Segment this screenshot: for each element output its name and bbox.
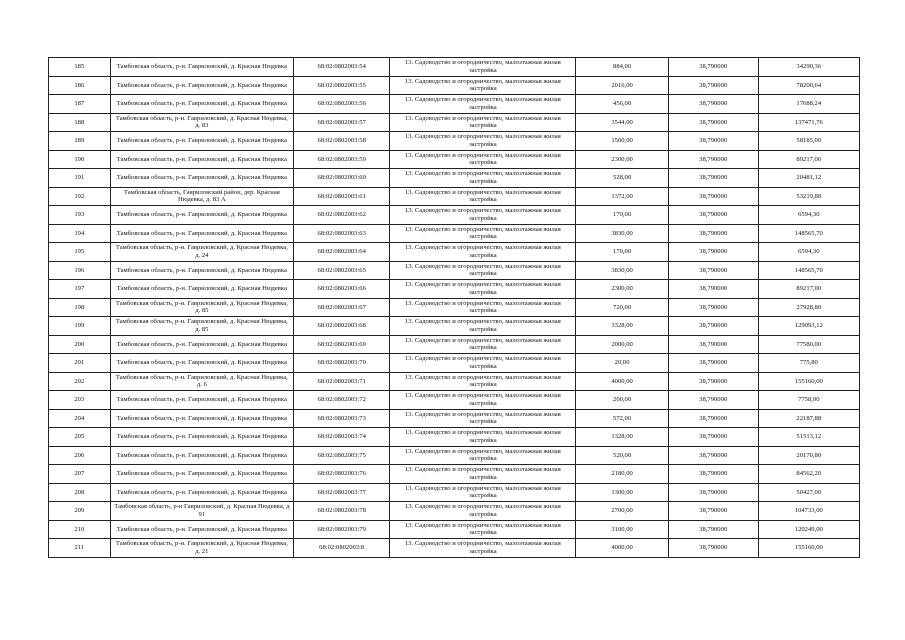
land-use-cell: 13. Садоводство и огородничество, малоэтажная жилая застройка — [390, 58, 576, 77]
cadastral-number-cell: 68:02:0802003:54 — [294, 58, 390, 77]
address-cell: Тамбовская область, р-н. Гавриловский, д. Красная Нюдевка, д. 85 — [110, 317, 294, 336]
area-cell: 1372,00 — [576, 187, 668, 206]
address-cell: Тамбовская область, р-н. Гавриловский, д. Красная Нюдевка — [110, 446, 294, 465]
area-cell: 2016,00 — [576, 76, 668, 95]
rate-cell: 38,790000 — [668, 391, 758, 410]
land-use-cell: 13. Садоводство и огородничество, малоэтажная жилая застройка — [390, 428, 576, 447]
land-use-cell: 13. Садоводство и огородничество, малоэтажная жилая застройка — [390, 520, 576, 539]
cadastral-value-cell: 775,80 — [758, 354, 859, 373]
cadastral-number-cell: 68:02:0802003:55 — [294, 76, 390, 95]
area-cell: 3100,00 — [576, 520, 668, 539]
cadastral-value-cell: 17688,24 — [758, 95, 859, 114]
table-row — [49, 298, 860, 317]
rate-cell: 38,790000 — [668, 76, 758, 95]
area-cell: 2180,00 — [576, 465, 668, 484]
cadastral-number-cell: 68:02:0802003:71 — [294, 372, 390, 391]
cadastral-number-cell: 68:02:0802003:57 — [294, 113, 390, 132]
land-use-cell: 13. Садоводство и огородничество, малоэтажная жилая застройка — [390, 372, 576, 391]
address-cell: Тамбовская область, р-н. Гавриловский, д. Красная Нюдевка — [110, 206, 294, 225]
address-cell: Тамбовская область, р-н. Гавриловский, д. Красная Нюдевка, д. 85 — [110, 298, 294, 317]
rate-cell: 38,790000 — [668, 95, 758, 114]
area-cell: 3328,00 — [576, 317, 668, 336]
cadastral-number-cell: 68:02:0802003:64 — [294, 243, 390, 262]
row-number-cell: 210 — [49, 520, 111, 539]
cadastral-number-cell: 68:02:0802003:56 — [294, 95, 390, 114]
row-number-cell: 195 — [49, 243, 111, 262]
address-cell: Тамбовская область, р-н. Гавриловский, д. Красная Нюдевка — [110, 58, 294, 77]
rate-cell: 38,790000 — [668, 58, 758, 77]
row-number-cell: 198 — [49, 298, 111, 317]
address-cell: Тамбовская область, р-н. Гавриловский, д. Красная Нюдевка — [110, 520, 294, 539]
address-cell: Тамбовская область, р-н. Гавриловский, д. Красная Нюдевка — [110, 465, 294, 484]
cadastral-value-cell: 120249,00 — [758, 520, 859, 539]
cadastral-value-cell: 129093,12 — [758, 317, 859, 336]
table-row — [49, 428, 860, 447]
cadastral-value-cell: 89217,00 — [758, 280, 859, 299]
row-number-cell: 187 — [49, 95, 111, 114]
address-cell: Тамбовская область, р-н. Гавриловский, д. Красная Нюдевка — [110, 132, 294, 151]
cadastral-number-cell: 68:02:0802003:77 — [294, 483, 390, 502]
address-cell: Тамбовская область, р-н. Гавриловский, д. Красная Нюдевка — [110, 169, 294, 188]
cadastral-number-cell: 68:02:0802003:70 — [294, 354, 390, 373]
row-number-cell: 192 — [49, 187, 111, 206]
cadastral-value-cell: 53219,88 — [758, 187, 859, 206]
table-row — [49, 132, 860, 151]
row-number-cell: 208 — [49, 483, 111, 502]
cadastral-number-cell: 68:02:0802003:79 — [294, 520, 390, 539]
area-cell: 456,00 — [576, 95, 668, 114]
cadastral-number-cell: 68:02:0802003:69 — [294, 335, 390, 354]
rate-cell: 38,790000 — [668, 465, 758, 484]
cadastral-number-cell: 68:02:0802003:78 — [294, 502, 390, 521]
rate-cell: 38,790000 — [668, 539, 758, 558]
land-use-cell: 13. Садоводство и огородничество, малоэтажная жилая застройка — [390, 335, 576, 354]
cadastral-value-cell: 6594,30 — [758, 206, 859, 225]
cadastral-number-cell: 68:02:0802003:75 — [294, 446, 390, 465]
table-row — [49, 150, 860, 169]
area-cell: 3830,00 — [576, 224, 668, 243]
area-cell: 884,00 — [576, 58, 668, 77]
table-row — [49, 261, 860, 280]
address-cell: Тамбовская область, р-н. Гавриловский, д. Красная Нюдевка — [110, 150, 294, 169]
cadastral-value-cell: 77580,00 — [758, 335, 859, 354]
cadastral-value-cell: 22187,88 — [758, 409, 859, 428]
rate-cell: 38,790000 — [668, 224, 758, 243]
cadastral-number-cell: 68:02:0802003:76 — [294, 465, 390, 484]
table-row — [49, 95, 860, 114]
rate-cell: 38,790000 — [668, 132, 758, 151]
address-cell: Тамбовская область, р-н. Гавриловский, д. Красная Нюдевка — [110, 95, 294, 114]
rate-cell: 38,790000 — [668, 298, 758, 317]
land-use-cell: 13. Садоводство и огородничество, малоэтажная жилая застройка — [390, 206, 576, 225]
rate-cell: 38,790000 — [668, 428, 758, 447]
address-cell: Тамбовская область, р-н. Гавриловский, д. Красная Нюдевка, д. 24 — [110, 243, 294, 262]
land-use-cell: 13. Садоводство и огородничество, малоэтажная жилая застройка — [390, 150, 576, 169]
cadastral-number-cell: 68:02:0802003:73 — [294, 409, 390, 428]
address-cell: Тамбовская область, р-н. Гавриловский, д. Красная Нюдевка — [110, 224, 294, 243]
table-row — [49, 354, 860, 373]
row-number-cell: 199 — [49, 317, 111, 336]
table-row — [49, 280, 860, 299]
cadastral-value-cell: 58185,00 — [758, 132, 859, 151]
cadastral-value-cell: 20481,12 — [758, 169, 859, 188]
row-number-cell: 194 — [49, 224, 111, 243]
cadastral-number-cell: 68:02:0802003:59 — [294, 150, 390, 169]
table-row — [49, 372, 860, 391]
area-cell: 20,00 — [576, 354, 668, 373]
land-use-cell: 13. Садоводство и огородничество, малоэтажная жилая застройка — [390, 354, 576, 373]
cadastral-value-cell: 89217,00 — [758, 150, 859, 169]
rate-cell: 38,790000 — [668, 372, 758, 391]
cadastral-number-cell: 68:02:0802003:61 — [294, 187, 390, 206]
area-cell: 572,00 — [576, 409, 668, 428]
rate-cell: 38,790000 — [668, 206, 758, 225]
table-row — [49, 317, 860, 336]
cadastral-value-cell: 155160,00 — [758, 372, 859, 391]
address-cell: Тамбовская область, р-н. Гавриловский, д. Красная Нюдевка — [110, 76, 294, 95]
table-row — [49, 391, 860, 410]
cadastral-number-cell: 68:02:0802003:58 — [294, 132, 390, 151]
area-cell: 2000,00 — [576, 335, 668, 354]
cadastral-value-cell: 148565,70 — [758, 261, 859, 280]
cadastral-value-cell: 148565,70 — [758, 224, 859, 243]
land-use-cell: 13. Садоводство и огородничество, малоэтажная жилая застройка — [390, 187, 576, 206]
area-cell: 1500,00 — [576, 132, 668, 151]
row-number-cell: 209 — [49, 502, 111, 521]
land-use-cell: 13. Садоводство и огородничество, малоэтажная жилая застройка — [390, 539, 576, 558]
land-use-cell: 13. Садоводство и огородничество, малоэтажная жилая застройка — [390, 243, 576, 262]
row-number-cell: 203 — [49, 391, 111, 410]
table-row — [49, 243, 860, 262]
cadastral-value-cell: 27928,80 — [758, 298, 859, 317]
land-use-cell: 13. Садоводство и огородничество, малоэтажная жилая застройка — [390, 391, 576, 410]
table-row — [49, 224, 860, 243]
cadastral-value-cell: 155160,00 — [758, 539, 859, 558]
cadastral-number-cell: 68:02:0802003:74 — [294, 428, 390, 447]
cadastral-value-cell: 78200,64 — [758, 76, 859, 95]
table-row — [49, 76, 860, 95]
row-number-cell: 201 — [49, 354, 111, 373]
address-cell: Тамбовская область, р-н. Гавриловский, д. Красная Нюдевка — [110, 428, 294, 447]
rate-cell: 38,790000 — [668, 113, 758, 132]
land-use-cell: 13. Садоводство и огородничество, малоэтажная жилая застройка — [390, 224, 576, 243]
cadastral-number-cell: 68:02:0802003:67 — [294, 298, 390, 317]
rate-cell: 38,790000 — [668, 520, 758, 539]
row-number-cell: 204 — [49, 409, 111, 428]
row-number-cell: 197 — [49, 280, 111, 299]
row-number-cell: 186 — [49, 76, 111, 95]
address-cell: Тамбовская область, р-н. Гавриловский, д. Красная Нюдевка — [110, 391, 294, 410]
row-number-cell: 190 — [49, 150, 111, 169]
area-cell: 4000,00 — [576, 372, 668, 391]
table-row — [49, 187, 860, 206]
rate-cell: 38,790000 — [668, 169, 758, 188]
area-cell: 2300,00 — [576, 150, 668, 169]
table-row — [49, 169, 860, 188]
address-cell: Тамбовская область, р-н. Гавриловский, д. Красная Нюдевка — [110, 354, 294, 373]
area-cell: 200,00 — [576, 391, 668, 410]
table-row — [49, 465, 860, 484]
land-use-cell: 13. Садоводство и огородничество, малоэтажная жилая застройка — [390, 261, 576, 280]
rate-cell: 38,790000 — [668, 187, 758, 206]
area-cell: 3544,00 — [576, 113, 668, 132]
land-use-cell: 13. Садоводство и огородничество, малоэтажная жилая застройка — [390, 95, 576, 114]
rate-cell: 38,790000 — [668, 409, 758, 428]
row-number-cell: 196 — [49, 261, 111, 280]
cadastral-number-cell: 68:02:0802003:8 — [294, 539, 390, 558]
table-row — [49, 502, 860, 521]
table-row — [49, 446, 860, 465]
table-row — [49, 409, 860, 428]
cadastral-value-cell: 34290,36 — [758, 58, 859, 77]
cadastral-number-cell: 68:02:0802003:60 — [294, 169, 390, 188]
area-cell: 2300,00 — [576, 280, 668, 299]
cadastral-number-cell: 68:02:0802003:68 — [294, 317, 390, 336]
area-cell: 3830,00 — [576, 261, 668, 280]
rate-cell: 38,790000 — [668, 502, 758, 521]
row-number-cell: 185 — [49, 58, 111, 77]
row-number-cell: 191 — [49, 169, 111, 188]
rate-cell: 38,790000 — [668, 317, 758, 336]
cadastral-number-cell: 68:02:0802003:72 — [294, 391, 390, 410]
cadastral-value-cell: 51513,12 — [758, 428, 859, 447]
rate-cell: 38,790000 — [668, 243, 758, 262]
table-row — [49, 206, 860, 225]
land-use-cell: 13. Садоводство и огородничество, малоэтажная жилая застройка — [390, 446, 576, 465]
rate-cell: 38,790000 — [668, 150, 758, 169]
row-number-cell: 211 — [49, 539, 111, 558]
cadastral-value-cell: 50427,00 — [758, 483, 859, 502]
area-cell: 2700,00 — [576, 502, 668, 521]
land-use-cell: 13. Садоводство и огородничество, малоэтажная жилая застройка — [390, 76, 576, 95]
rate-cell: 38,790000 — [668, 335, 758, 354]
cadastral-value-cell: 7758,00 — [758, 391, 859, 410]
cadastral-value-cell: 84562,20 — [758, 465, 859, 484]
land-use-cell: 13. Садоводство и огородничество, малоэтажная жилая застройка — [390, 483, 576, 502]
row-number-cell: 193 — [49, 206, 111, 225]
address-cell: Тамбовская область, р-н Гавриловский, д. Красная Нюдевка, д 91 — [110, 502, 294, 521]
row-number-cell: 206 — [49, 446, 111, 465]
table-row — [49, 113, 860, 132]
cadastral-value-cell: 137471,76 — [758, 113, 859, 132]
address-cell: Тамбовская область, р-н. Гавриловский, д. Красная Нюдевка, д. 6 — [110, 372, 294, 391]
land-use-cell: 13. Садоводство и огородничество, малоэтажная жилая застройка — [390, 132, 576, 151]
land-use-cell: 13. Садоводство и огородничество, малоэтажная жилая застройка — [390, 169, 576, 188]
area-cell: 170,00 — [576, 206, 668, 225]
land-use-cell: 13. Садоводство и огородничество, малоэтажная жилая застройка — [390, 280, 576, 299]
row-number-cell: 188 — [49, 113, 111, 132]
table-row — [49, 335, 860, 354]
table-row — [49, 58, 860, 77]
address-cell: Тамбовская область, р-н. Гавриловский, д. Красная Нюдевка — [110, 409, 294, 428]
address-cell: Тамбовская область, р-н. Гавриловский, д. Красная Нюдевка, д. 83 — [110, 113, 294, 132]
address-cell: Тамбовская область, р-н. Гавриловский, д. Красная Нюдевка — [110, 335, 294, 354]
area-cell: 520,00 — [576, 446, 668, 465]
rate-cell: 38,790000 — [668, 280, 758, 299]
cadastral-number-cell: 68:02:0802003:62 — [294, 206, 390, 225]
land-use-cell: 13. Садоводство и огородничество, малоэтажная жилая застройка — [390, 298, 576, 317]
rate-cell: 38,790000 — [668, 354, 758, 373]
land-use-cell: 13. Садоводство и огородничество, малоэтажная жилая застройка — [390, 409, 576, 428]
land-use-cell: 13. Садоводство и огородничество, малоэтажная жилая застройка — [390, 502, 576, 521]
rate-cell: 38,790000 — [668, 261, 758, 280]
cadastral-value-cell: 20170,80 — [758, 446, 859, 465]
cadastral-number-cell: 68:02:0802003:63 — [294, 224, 390, 243]
area-cell: 1328,00 — [576, 428, 668, 447]
table-row — [49, 483, 860, 502]
land-use-cell: 13. Садоводство и огородничество, малоэтажная жилая застройка — [390, 317, 576, 336]
address-cell: Тамбовская область, р-н. Гавриловский, д. Красная Нюдевка — [110, 483, 294, 502]
row-number-cell: 202 — [49, 372, 111, 391]
area-cell: 528,00 — [576, 169, 668, 188]
area-cell: 1300,00 — [576, 483, 668, 502]
rate-cell: 38,790000 — [668, 483, 758, 502]
area-cell: 4000,00 — [576, 539, 668, 558]
address-cell: Тамбовская область, р-н. Гавриловский, д. Красная Нюдевка — [110, 261, 294, 280]
address-cell: Тамбовская область, р-н. Гавриловский, д. Красная Нюдевка, д. 21 — [110, 539, 294, 558]
table-container — [48, 57, 860, 558]
address-cell: Тамбовская область, Гавриловский район, дер. Красная Нюдевка, д. 83 А — [110, 187, 294, 206]
area-cell: 720,00 — [576, 298, 668, 317]
row-number-cell: 200 — [49, 335, 111, 354]
table-body — [49, 58, 860, 558]
row-number-cell: 205 — [49, 428, 111, 447]
land-use-cell: 13. Садоводство и огородничество, малоэтажная жилая застройка — [390, 113, 576, 132]
cadastral-number-cell: 68:02:0802003:65 — [294, 261, 390, 280]
address-cell: Тамбовская область, р-н. Гавриловский, д. Красная Нюдевка — [110, 280, 294, 299]
rate-cell: 38,790000 — [668, 446, 758, 465]
area-cell: 170,00 — [576, 243, 668, 262]
cadastral-value-cell: 104733,00 — [758, 502, 859, 521]
row-number-cell: 207 — [49, 465, 111, 484]
cadastral-value-cell: 6594,30 — [758, 243, 859, 262]
table-row — [49, 520, 860, 539]
land-plots-table — [48, 57, 860, 558]
land-use-cell: 13. Садоводство и огородничество, малоэтажная жилая застройка — [390, 465, 576, 484]
table-row — [49, 539, 860, 558]
row-number-cell: 189 — [49, 132, 111, 151]
cadastral-number-cell: 68:02:0802003:66 — [294, 280, 390, 299]
